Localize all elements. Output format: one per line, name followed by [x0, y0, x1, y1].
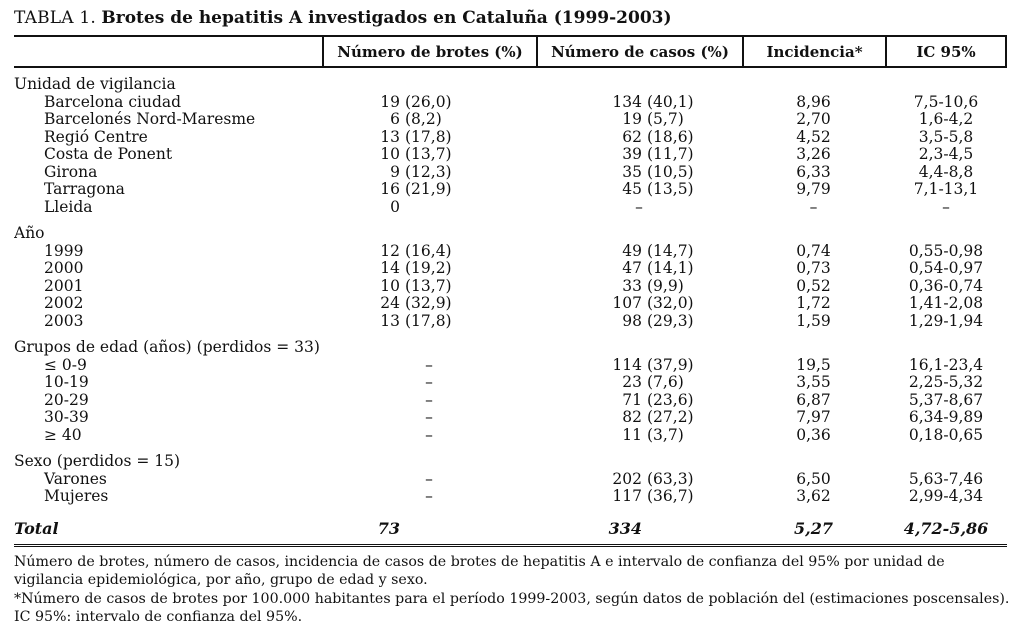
table-row [14, 260, 1007, 278]
table-title-text: Brotes de hepatitis A investigados en Cataluña (1999-2003) [101, 8, 672, 28]
cell-ic95: 7,5-10,6 [913, 93, 979, 111]
section-header-row [14, 225, 1007, 243]
table-row [14, 181, 1007, 199]
cell-numero-brotes: 19 (26,0) [380, 93, 452, 111]
cell-ic95: 3,5-5,8 [918, 128, 974, 146]
row-label: 2000 [44, 260, 84, 277]
cell-incidencia: – [809, 198, 818, 216]
cell-numero-brotes: 0 [390, 198, 400, 216]
section-header-label: Año [14, 225, 45, 242]
cell-incidencia: 3,26 [796, 146, 831, 163]
cell-numero-casos: 47 (14,1) [622, 260, 694, 277]
table-number: TABLA 1. [14, 8, 96, 28]
row-label: Barcelonés Nord-Maresme [44, 111, 256, 128]
row-label: Barcelona ciudad [44, 93, 182, 111]
row-label: Lleida [44, 198, 93, 216]
table-row [14, 488, 1007, 506]
cell-numero-brotes: 73 [377, 518, 400, 538]
table-header-row [14, 35, 1007, 68]
row-label: Tarragona [44, 181, 125, 198]
total-label: Total [14, 518, 59, 538]
cell-numero-casos: 62 (18,6) [622, 128, 694, 146]
header-numero-brotes: Número de brotes (%) [322, 37, 536, 66]
cell-numero-brotes: 13 (17,8) [380, 128, 452, 146]
table-section [14, 339, 1007, 444]
cell-incidencia: 5,27 [794, 518, 833, 538]
row-label: 2003 [44, 312, 84, 330]
cell-ic95: 1,6-4,2 [918, 111, 974, 128]
header-ic95: IC 95% [885, 37, 1007, 66]
footnote-asterisk: *Número de casos de brotes por 100.000 habitantes para el período 1999-2003, según datos de población del (estimaciones poscensales). [14, 590, 1010, 607]
row-label: 20-29 [44, 391, 89, 409]
cell-numero-brotes: 16 (21,9) [380, 181, 452, 198]
cell-incidencia: 7,97 [796, 409, 831, 426]
row-label: Varones [44, 470, 107, 488]
cell-numero-casos: – [635, 198, 643, 216]
cell-numero-casos: 39 (11,7) [622, 146, 694, 163]
cell-ic95: 0,55-0,98 [908, 242, 984, 260]
table-row [14, 129, 1007, 147]
table-row [14, 243, 1007, 261]
cell-numero-casos: 107 (32,0) [612, 295, 694, 312]
cell-incidencia: 2,70 [796, 111, 831, 128]
cell-ic95: 1,41-2,08 [908, 295, 984, 312]
row-label: 1999 [44, 242, 84, 260]
cell-numero-casos: 35 (10,5) [622, 163, 694, 181]
cell-numero-brotes: 10 (13,7) [380, 146, 452, 163]
cell-numero-brotes: 9 (12,3) [390, 163, 452, 181]
cell-numero-brotes: – [425, 356, 433, 374]
cell-numero-casos: 23 (7,6) [622, 374, 684, 391]
section-header-row [14, 453, 1007, 471]
footnote-ic95: IC 95%: intervalo de confianza del 95%. [14, 609, 303, 623]
cell-numero-casos: 82 (27,2) [622, 409, 694, 426]
table-row [14, 392, 1007, 410]
table-footnotes [14, 553, 1014, 623]
cell-incidencia: 6,33 [796, 163, 831, 181]
row-label: Regió Centre [44, 128, 148, 146]
cell-incidencia: 9,79 [796, 181, 831, 198]
cell-ic95: 5,37-8,67 [908, 391, 984, 409]
header-incidencia: Incidencia* [742, 37, 885, 66]
cell-incidencia: 0,73 [796, 260, 831, 277]
header-spacer [14, 37, 322, 66]
table-row [14, 295, 1007, 313]
cell-ic95: 16,1-23,4 [908, 356, 984, 374]
cell-ic95: 0,36-0,74 [908, 277, 984, 295]
cell-numero-casos: 134 (40,1) [612, 93, 694, 111]
cell-ic95: 4,4-8,8 [918, 163, 974, 181]
section-header-row [14, 339, 1007, 357]
table-section [14, 225, 1007, 330]
cell-ic95: – [942, 198, 950, 216]
table-section [14, 453, 1007, 506]
table-title [14, 8, 1007, 28]
cell-incidencia: 6,50 [796, 470, 831, 488]
table-row [14, 427, 1007, 445]
cell-ic95: 0,18-0,65 [908, 426, 984, 444]
cell-incidencia: 4,52 [796, 128, 831, 146]
table-row [14, 409, 1007, 427]
cell-numero-brotes: – [425, 426, 433, 444]
row-label: 2001 [44, 277, 84, 295]
row-label: Mujeres [44, 488, 109, 505]
cell-incidencia: 3,62 [796, 488, 831, 505]
cell-numero-brotes: 10 (13,7) [380, 277, 452, 295]
cell-incidencia: 6,87 [796, 391, 831, 409]
cell-numero-brotes: – [425, 488, 433, 505]
cell-incidencia: 3,55 [796, 374, 831, 391]
cell-ic95: 1,29-1,94 [908, 312, 984, 330]
row-label: Costa de Ponent [44, 146, 173, 163]
table-row [14, 164, 1007, 182]
cell-ic95: 0,54-0,97 [908, 260, 984, 277]
section-header-label: Unidad de vigilancia [14, 76, 176, 93]
cell-numero-casos: 45 (13,5) [622, 181, 694, 198]
cell-numero-brotes: 6 (8,2) [390, 111, 442, 128]
table-section [14, 76, 1007, 216]
table-row [14, 199, 1007, 217]
cell-numero-brotes: – [425, 470, 433, 488]
table-row [14, 94, 1007, 112]
cell-incidencia: 1,72 [796, 295, 831, 312]
row-label: 10-19 [44, 374, 89, 391]
table-row [14, 471, 1007, 489]
table-row [14, 111, 1007, 129]
table-row [14, 374, 1007, 392]
cell-incidencia: 1,59 [796, 312, 831, 330]
cell-incidencia: 19,5 [796, 356, 831, 374]
cell-numero-casos: 19 (5,7) [622, 111, 684, 128]
cell-numero-casos: 33 (9,9) [622, 277, 684, 295]
cell-numero-brotes: – [425, 409, 433, 426]
cell-ic95: 5,63-7,46 [908, 470, 984, 488]
cell-ic95: 7,1-13,1 [913, 181, 979, 198]
table-row [14, 278, 1007, 296]
cell-numero-brotes: – [425, 374, 433, 391]
row-label: Girona [44, 163, 98, 181]
cell-numero-casos: 49 (14,7) [622, 242, 694, 260]
cell-incidencia: 0,74 [796, 242, 831, 260]
table-total-row [14, 519, 1007, 547]
footnote-general: Número de brotes, número de casos, incidencia de casos de brotes de hepatitis A e intervalo de confianza del 95% por unidad de vigilancia epidemiológica, por año, grupo de edad y sexo. [14, 553, 945, 589]
row-label: ≥ 40 [44, 426, 82, 444]
cell-incidencia: 8,96 [796, 93, 831, 111]
table-body [14, 76, 1007, 506]
cell-numero-casos: 98 (29,3) [622, 312, 694, 330]
cell-ic95: 4,72-5,86 [903, 518, 989, 538]
section-header-row [14, 76, 1007, 94]
cell-numero-casos: 334 [608, 518, 642, 538]
cell-numero-casos: 202 (63,3) [612, 470, 694, 488]
row-label: 2002 [44, 295, 84, 312]
cell-numero-brotes: 24 (32,9) [380, 295, 452, 312]
row-label: ≤ 0-9 [44, 356, 87, 374]
cell-incidencia: 0,52 [796, 277, 831, 295]
cell-incidencia: 0,36 [796, 426, 831, 444]
table-row [14, 357, 1007, 375]
cell-numero-casos: 11 (3,7) [622, 426, 684, 444]
section-header-label: Sexo (perdidos = 15) [14, 453, 181, 470]
cell-ic95: 2,25-5,32 [908, 374, 984, 391]
header-numero-casos: Número de casos (%) [536, 37, 742, 66]
cell-ic95: 6,34-9,89 [908, 409, 984, 426]
cell-numero-brotes: 12 (16,4) [380, 242, 452, 260]
cell-numero-casos: 71 (23,6) [622, 391, 694, 409]
table-row [14, 146, 1007, 164]
row-label: 30-39 [44, 409, 89, 426]
cell-numero-brotes: 14 (19,2) [380, 260, 452, 277]
cell-numero-casos: 114 (37,9) [612, 356, 694, 374]
cell-numero-casos: 117 (36,7) [612, 488, 694, 505]
cell-numero-brotes: – [425, 391, 433, 409]
table-row [14, 313, 1007, 331]
cell-ic95: 2,99-4,34 [908, 488, 984, 505]
cell-numero-brotes: 13 (17,8) [380, 312, 452, 330]
section-header-label: Grupos de edad (años) (perdidos = 33) [14, 339, 320, 356]
cell-ic95: 2,3-4,5 [918, 146, 974, 163]
